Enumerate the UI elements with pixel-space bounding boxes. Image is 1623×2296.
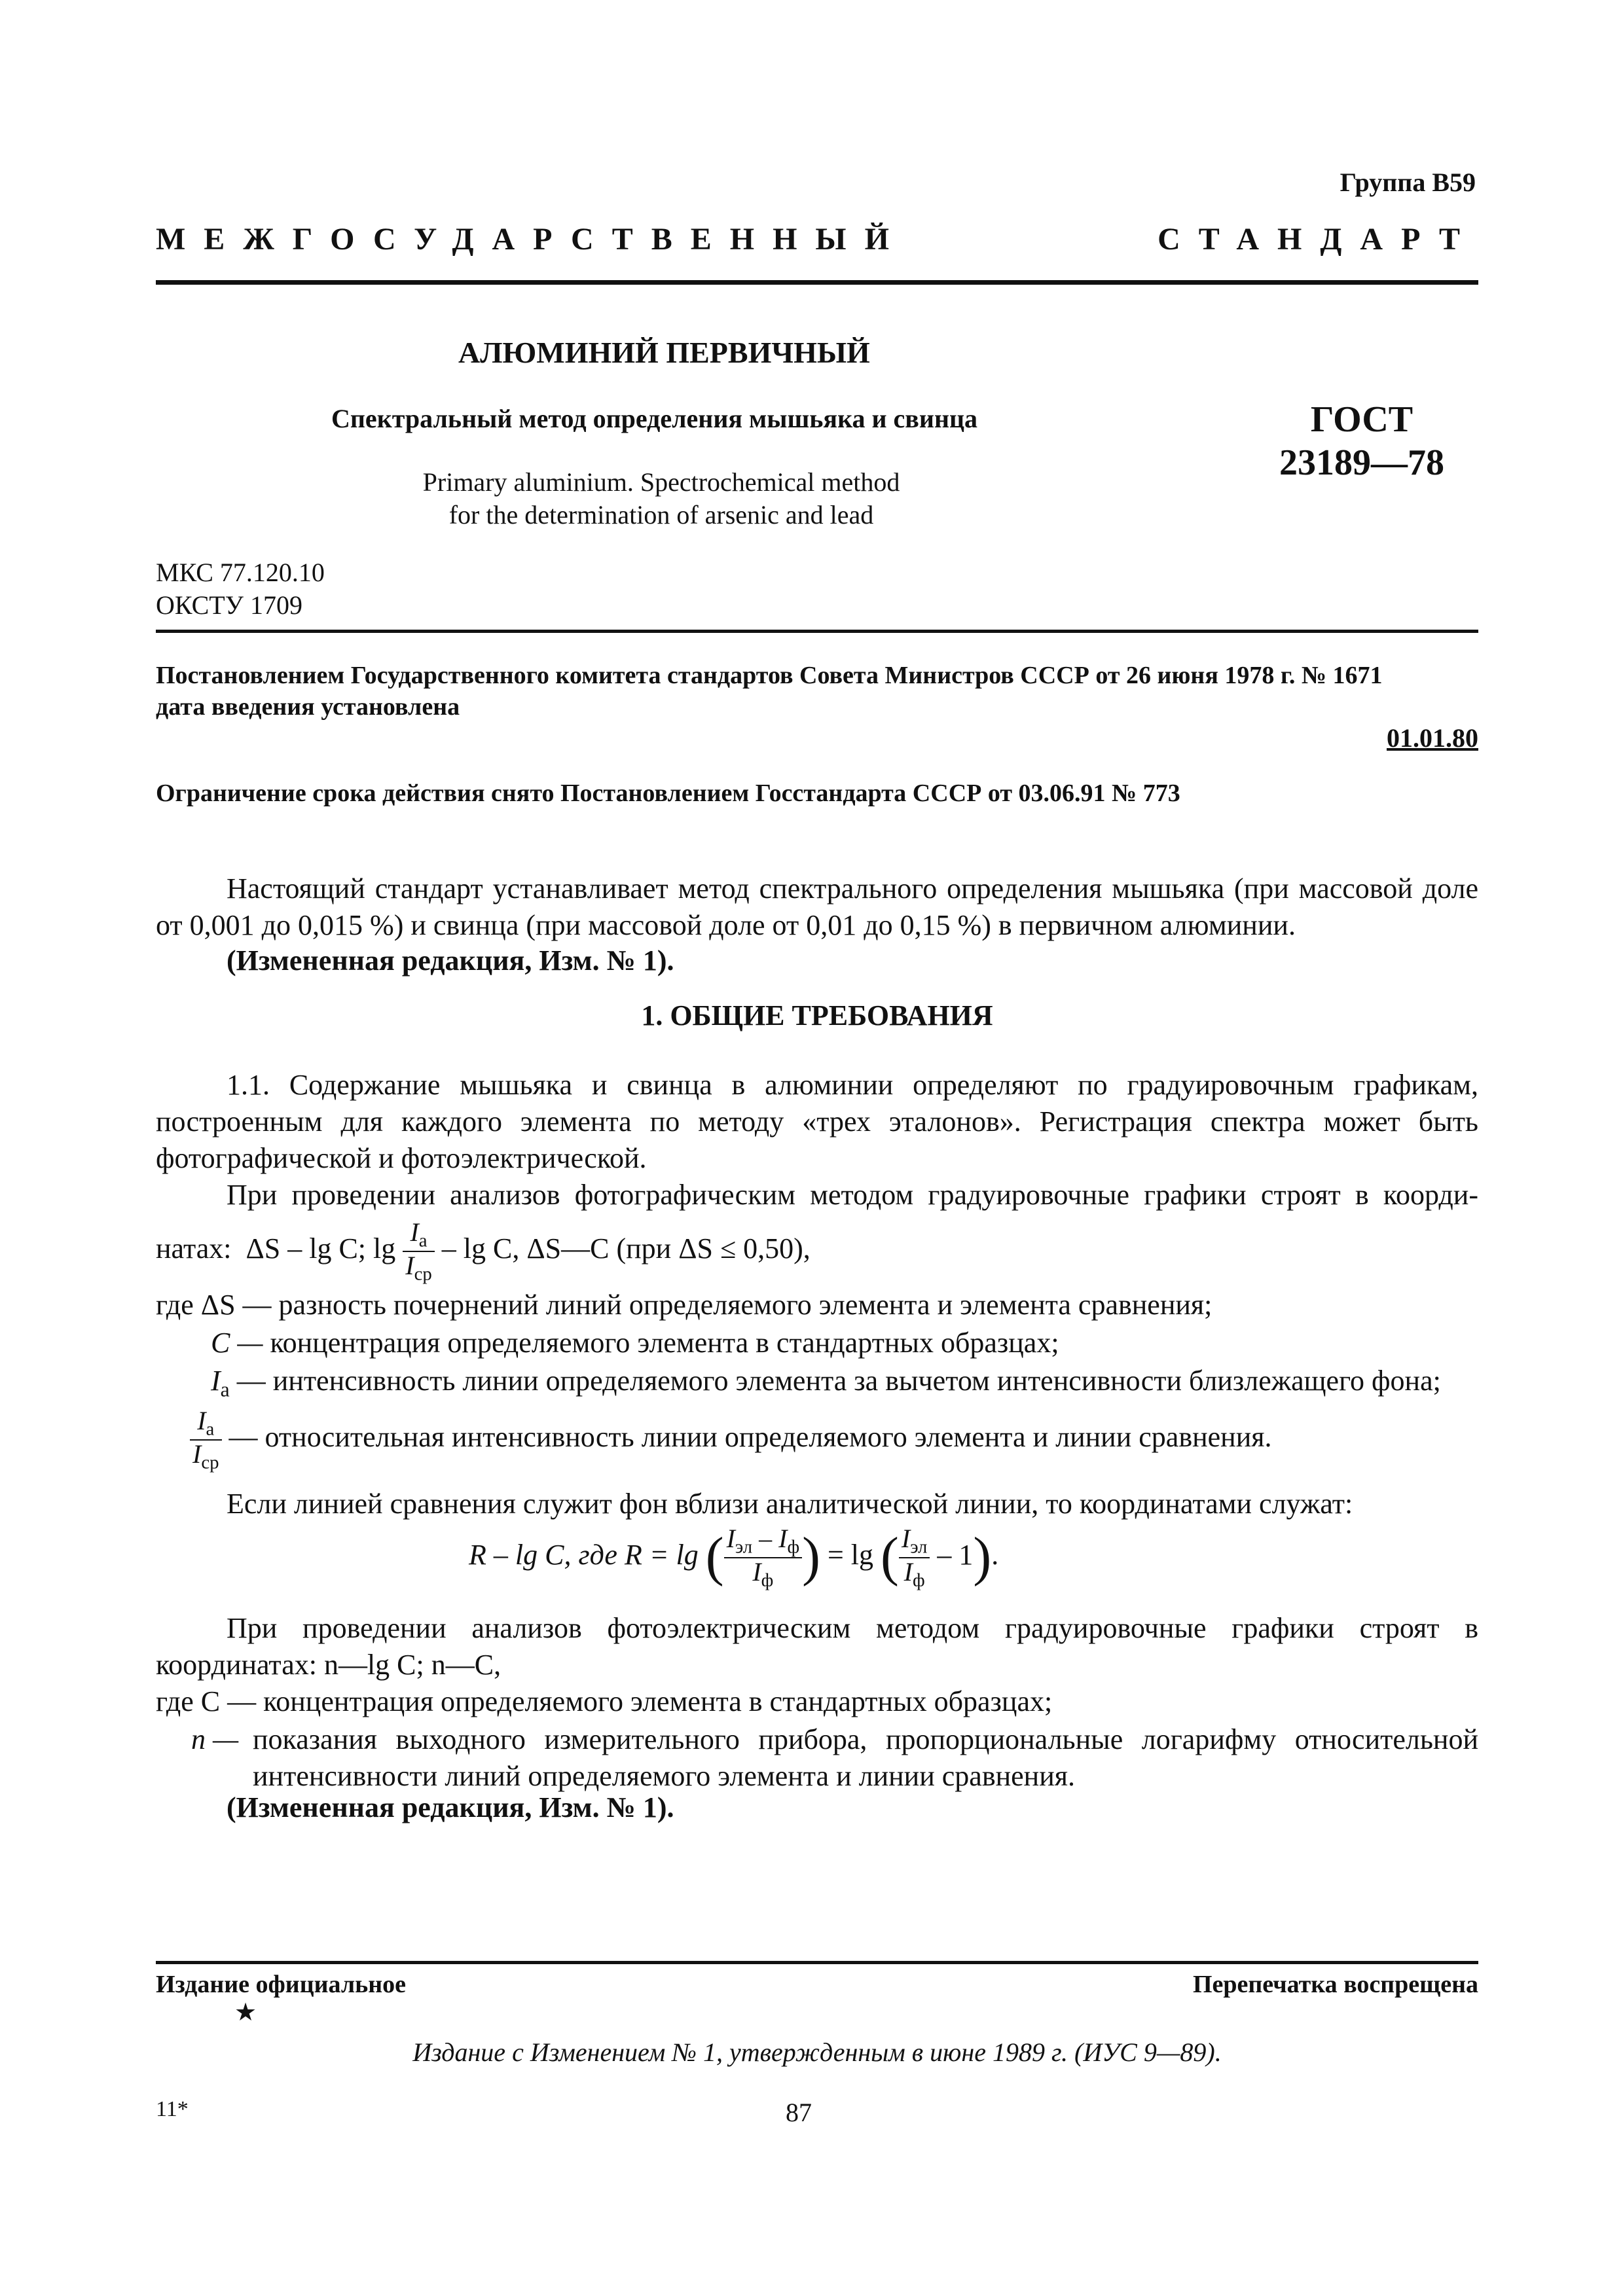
def-symbol: где ΔS — [156, 1289, 272, 1321]
definition-ratio [190, 1407, 1272, 1473]
intro-amendment: (Измененная редакция, Изм. № 1). [227, 944, 674, 977]
definition-delta-s [156, 1288, 1212, 1321]
group-code: Группа В59 [1340, 168, 1476, 197]
def-text: относительная интенсивность линии определяемого элемента и линии сравнения. [264, 1420, 1272, 1453]
reprint-notice: Перепечатка воспрещена [1192, 1971, 1478, 1998]
standard-type-heading: МЕЖГОСУДАРСТВЕННЫЙ СТАНДАРТ [156, 222, 1478, 257]
formula-fraction-1: $\frac{I_{эл} - I_ф}{I_ф}$ [724, 1525, 803, 1590]
title-rule [156, 630, 1478, 633]
limitation-note: Ограничение срока действия снято Постановлением Госстандарта СССР от 03.06.91 № 773 [156, 780, 1180, 807]
def-text: разность почернений линий определяемого элемента и элемента сравнения; [278, 1289, 1213, 1321]
formula-equals: = lg [827, 1538, 874, 1571]
coord-part2: – lg C, ΔS—C (при ΔS ≤ 0,50), [441, 1232, 811, 1265]
ratio-fraction: $\frac{I_a}{I_{cp}}$ [190, 1407, 222, 1473]
gost-label: ГОСТ [1310, 399, 1413, 440]
section-paragraph-3: Если линией сравнения служит фон вблизи аналитической линии, то координатами служат: [227, 1488, 1353, 1520]
header-rule [156, 280, 1478, 285]
def-symbol: — [228, 1420, 258, 1453]
section-paragraph-4: При проведении анализов фотоэлектрическим методом градуировочные графики строят в координатах: n—lg C; n—C, [156, 1612, 1478, 1681]
footer-rule [156, 1961, 1478, 1964]
coord-prefix: натах: [156, 1232, 232, 1265]
frac-den-sub: cp [414, 1263, 432, 1285]
section-heading: 1. ОБЩИЕ ТРЕБОВАНИЯ [641, 999, 993, 1031]
official-edition: Издание официальное [156, 1971, 407, 1998]
intro-paragraph: Настоящий стандарт устанавливает метод спектрального определения мышьяка (при массовой доле от 0,001 до 0,015 %) и свинца (при массовой доле от 0,01 до 0,15 %) в первичном алюминии. [156, 872, 1478, 941]
sheet-mark: 11* [156, 2097, 189, 2121]
document-title: АЛЮМИНИЙ ПЕРВИЧНЫЙ [458, 336, 870, 369]
definition-c-photoelectric: где C — концентрация определяемого элемента в стандартных образцах; [156, 1685, 1053, 1717]
intensity-ratio-fraction [403, 1219, 435, 1284]
section-paragraph-2: При проведении анализов фотографическим методом градуировочные графики строят в коорди- [227, 1179, 1478, 1211]
decree-line: Постановлением Государственного комитета стандартов Совета Министров СССР от 26 июня 1978 г. № 1671 [156, 662, 1383, 689]
gost-designation [1231, 398, 1493, 484]
edition-note: Издание с Изменением № 1, утвержденным в июне 1989 г. (ИУС 9—89). [412, 2037, 1222, 2067]
document-subtitle: Спектральный метод определения мышьяка и свинца [331, 404, 978, 433]
def-text: интенсивность линии определяемого элемента за вычетом интенсивности близлежащего фона; [272, 1365, 1441, 1397]
formula-fraction-2: $\frac{I_{эл}}{I_ф}$ [899, 1525, 930, 1590]
coordinates-formula [156, 1219, 811, 1284]
def-symbol: C — [211, 1327, 263, 1359]
section-paragraph-1: 1.1. Содержание мышьяка и свинца в алюминии определяют по градуировочным графикам, построенным для каждого элемента по методу «трех эталонов». Регистрация спектра может быть фотографической и фотоэлектрической. [156, 1069, 1478, 1174]
formula-prefix: R – lg C, где R = lg [469, 1538, 699, 1571]
english-title-line2: for the determination of arsenic and lead [448, 500, 874, 529]
def-text: концентрация определяемого элемента в стандартных образцах; [270, 1327, 1059, 1359]
introduction-date: 01.01.80 [1387, 723, 1478, 753]
mks-code: МКС 77.120.10 [156, 558, 325, 587]
r-formula: R – lg C, где R = lg ( $\frac{I_{эл} - I_ф}{I_ф}$ ) = lg ( $\frac{I_{эл}}{I_ф}$ – 1). [469, 1524, 999, 1591]
definition-n [191, 1721, 1478, 1795]
def-n-text: показания выходного измерительного прибора, пропорциональные логарифму относительной интенсивности линий определяемого элемента и линии сравнения. [253, 1723, 1478, 1792]
frac-num-sub: a [418, 1230, 428, 1251]
gost-number: 23189—78 [1279, 442, 1444, 483]
english-title [367, 466, 956, 531]
definition-ia: $I_a$ — интенсивность линии определяемого элемента за вычетом интенсивности близлежащего фона; [211, 1365, 1441, 1401]
frac-num-symbol: I [410, 1217, 419, 1247]
coord-part1: ΔS – lg C; lg [246, 1232, 396, 1265]
definition-c [211, 1326, 1059, 1359]
decree-intro-date-label: дата введения установлена [156, 693, 460, 721]
star-mark: ★ [234, 1999, 257, 2026]
def-symbol: — [236, 1365, 266, 1397]
frac-den-symbol: I [405, 1250, 414, 1280]
formula-minus-one: – 1 [937, 1538, 974, 1571]
english-title-line1: Primary aluminium. Spectrochemical method [422, 467, 900, 497]
page-number: 87 [786, 2098, 812, 2127]
classification-codes [156, 556, 325, 622]
def-n-symbol: n — [191, 1723, 239, 1755]
section-amendment: (Измененная редакция, Изм. № 1). [227, 1791, 674, 1823]
okstu-code: ОКСТУ 1709 [156, 590, 303, 620]
